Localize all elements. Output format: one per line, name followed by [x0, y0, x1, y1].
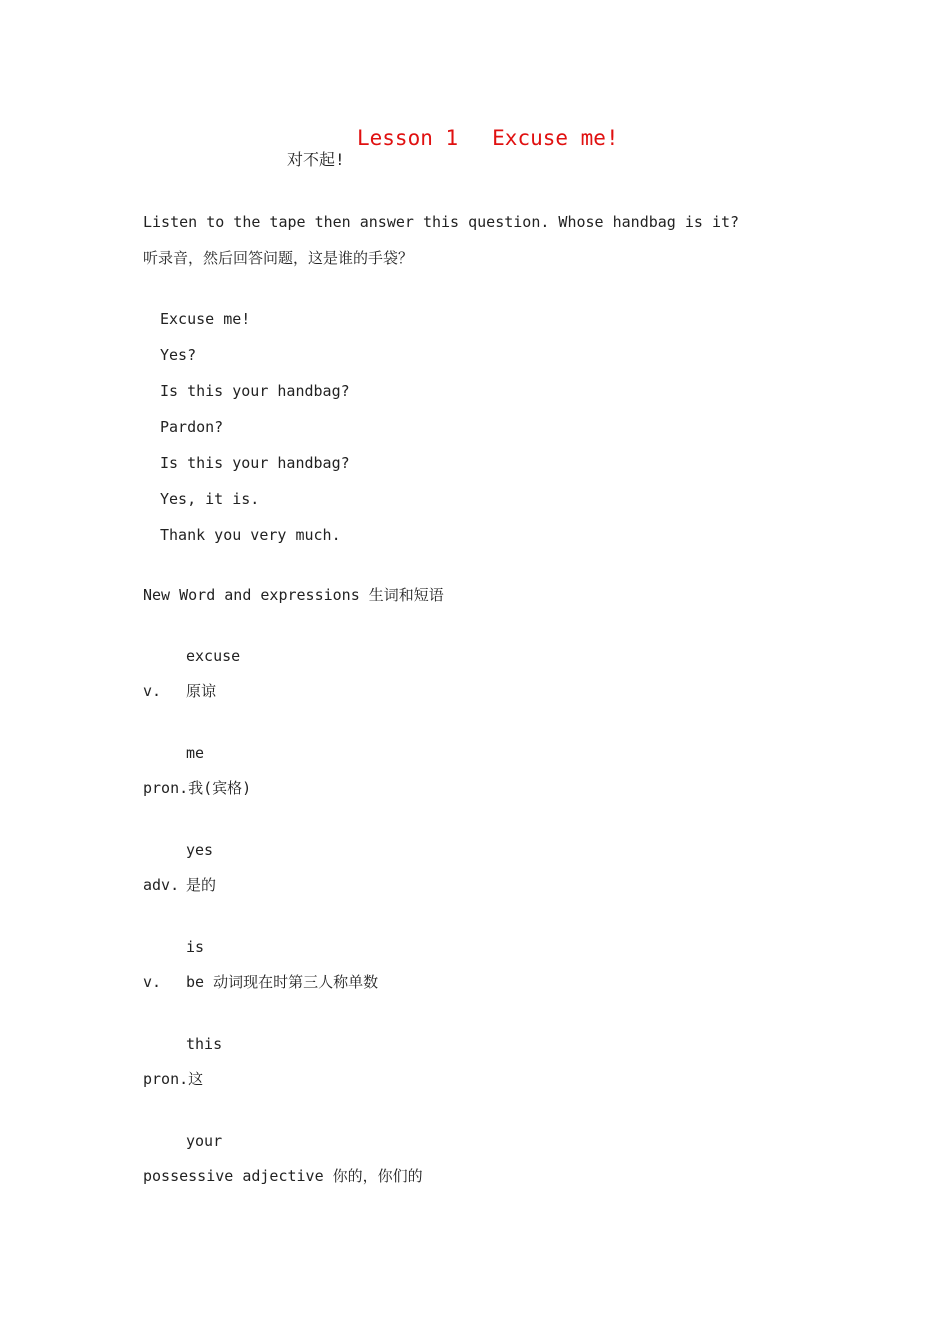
vocab-meaning: 我(宾格) — [188, 779, 252, 797]
vocab-meaning: 是的 — [186, 876, 217, 894]
dialog-line: Is this your handbag? — [160, 454, 350, 472]
dialog-line: Yes? — [160, 346, 197, 364]
vocab-definition — [143, 1069, 203, 1089]
vocab-meaning: 原谅 — [186, 682, 217, 700]
vocab-pos: adv. — [143, 876, 180, 894]
dialog-line: Thank you very much. — [160, 526, 341, 544]
words-heading: New Word and expressions 生词和短语 — [143, 586, 444, 604]
vocab-definition — [143, 778, 251, 798]
vocab-pos: possessive adjective — [143, 1167, 324, 1185]
vocab-pos: pron. — [143, 779, 189, 797]
vocab-word: excuse — [186, 647, 241, 665]
dialog-line: Pardon? — [160, 418, 224, 436]
vocab-word: yes — [186, 841, 214, 859]
vocab-definition — [143, 681, 216, 701]
lesson-label: Lesson 1 — [357, 126, 459, 150]
instruction-chinese: 听录音，然后回答问题，这是谁的手袋？ — [143, 249, 414, 267]
vocab-word: me — [186, 744, 205, 762]
vocab-meaning: 这 — [188, 1070, 204, 1088]
vocab-pos: pron. — [143, 1070, 189, 1088]
dialog-list — [160, 309, 350, 561]
dialog-line: Excuse me! — [160, 310, 251, 328]
lesson-title — [357, 124, 619, 152]
vocab-meaning: be 动词现在时第三人称单数 — [186, 973, 379, 991]
vocab-pos: v. — [143, 682, 162, 700]
vocab-word: this — [186, 1035, 223, 1053]
vocab-meaning: 你的，你们的 — [332, 1167, 423, 1185]
vocab-definition — [143, 972, 378, 992]
lesson-title-text: Excuse me! — [492, 126, 619, 150]
vocab-definition — [143, 875, 216, 895]
vocab-pos: v. — [143, 973, 162, 991]
dialog-line: Yes, it is. — [160, 490, 260, 508]
vocab-word: your — [186, 1132, 223, 1150]
instruction-english: Listen to the tape then answer this question. Whose handbag is it? — [143, 213, 740, 231]
vocab-word: is — [186, 938, 205, 956]
lesson-subtitle: 对不起! — [287, 150, 345, 169]
vocab-definition — [143, 1166, 423, 1186]
dialog-line: Is this your handbag? — [160, 382, 350, 400]
